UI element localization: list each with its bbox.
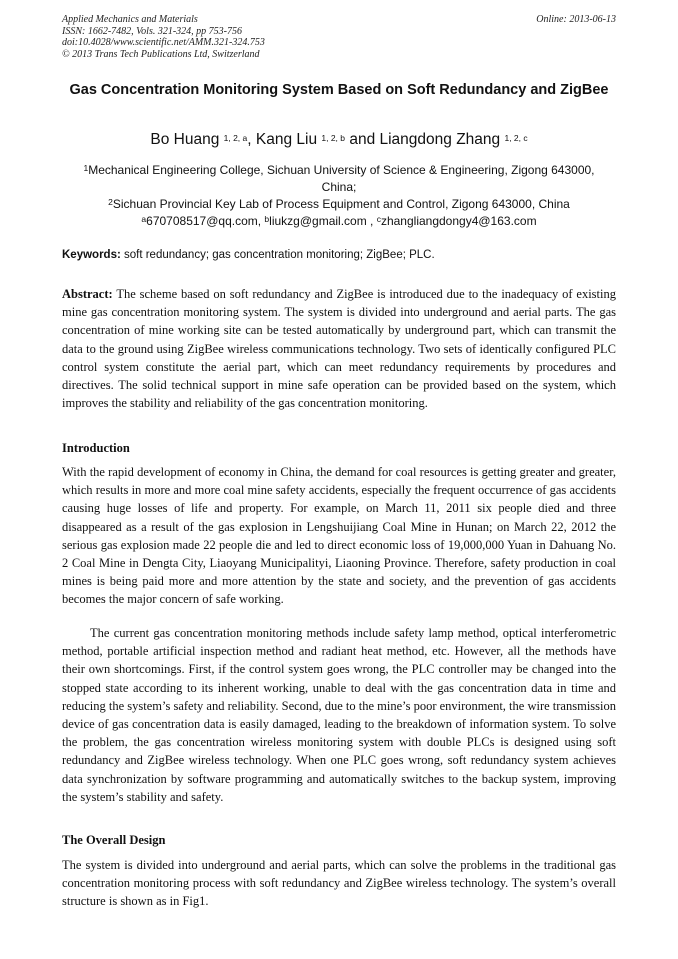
- issn-line: ISSN: 1662-7482, Vols. 321-324, pp 753-756: [62, 25, 242, 37]
- abstract-label: Abstract:: [62, 287, 113, 301]
- author-list: [62, 130, 616, 150]
- overall-design-heading: The Overall Design: [62, 833, 166, 847]
- affiliation-1-text: Mechanical Engineering College, Sichuan University of Science & Engineering, Zigong 643000,: [88, 163, 595, 177]
- author-2-affil-marker: 1, 2, b: [321, 133, 346, 143]
- affiliation-2: [62, 196, 616, 213]
- author-3-affil-marker: 1, 2, c: [504, 133, 528, 143]
- introduction-paragraph-2: The current gas concentration monitoring methods include safety lamp method, optical interferometric method, portable artificial inspection method and radiant heat method, etc. However, all the methods have their own shortcomings. First, if the control system goes wrong, the PLC controller may be changed into the stopped state according to its inherent working, unable to deal with the gas concentration data in time and reducing the system’s safety and reliability. Second, due to the mine’s poor environment, the wire transmission device of gas concentration data is easily damaged, leading to the breakdown of information system. To solve the problem, the gas concentration wireless monitoring system with double PLCs is designed using soft redundancy and ZigBee wireless technology. When one PLC goes wrong, soft redundancy system achieves data synchronization by software programming and automatically switches to the backup system, improving the system’s stability and safety.: [62, 626, 616, 804]
- journal-name: Applied Mechanics and Materials: [62, 14, 198, 25]
- affiliation-1: [62, 162, 616, 179]
- email-c-marker: c: [376, 214, 381, 224]
- author-bo-huang: Bo Huang: [150, 131, 224, 148]
- email-b: liukzg@gmail.com ,: [269, 214, 377, 228]
- author-liangdong-zhang: and Liangdong Zhang: [345, 131, 505, 148]
- author-kang-liu: , Kang Liu: [247, 131, 322, 148]
- affiliation-1-country: China;: [321, 180, 357, 194]
- keywords-label: Keywords:: [62, 249, 121, 261]
- abstract-text: The scheme based on soft redundancy and ZigBee is introduced due to the inadequacy of existing mine gas concentration monitoring system. The system is divided into underground and aerial parts. The gas concentration of mine working site can be tested automatically by underground part, which can transmit the data to the ground using ZigBee wireless communications technology. Two sets of identically configured PLC control system constitute the aerial part, which can meet redundancy requirements by procedures and directives. The solid technical support in mine safe operation can be provided based on the system, which improves the stability and reliability of the gas concentration monitoring.: [62, 287, 616, 411]
- affiliations: [62, 162, 616, 230]
- doi-line: doi:10.4028/www.scientific.net/AMM.321-324.753: [62, 37, 265, 48]
- abstract: [62, 285, 616, 412]
- email-c: zhangliangdongy4@163.com: [380, 214, 537, 228]
- affiliation-1-marker: 1: [83, 163, 89, 173]
- email-b-marker: b: [264, 214, 270, 224]
- email-a-marker: a: [141, 214, 147, 224]
- journal-info: [62, 14, 265, 60]
- keywords: [62, 247, 616, 264]
- email-a: 670708517@qq.com,: [146, 214, 265, 228]
- affiliation-2-marker: 2: [108, 197, 113, 207]
- introduction-heading: Introduction: [62, 441, 130, 455]
- affiliation-2-text: Sichuan Provincial Key Lab of Process Equipment and Control, Zigong 643000, China: [112, 197, 570, 211]
- copyright-line: © 2013 Trans Tech Publications Ltd, Switzerland: [62, 48, 260, 60]
- online-date: Online: 2013-06-13: [536, 14, 616, 25]
- author-1-affil-marker: 1, 2, a: [223, 133, 248, 143]
- keywords-text: soft redundancy; gas concentration monitoring; ZigBee; PLC.: [120, 249, 435, 261]
- introduction-paragraph-1: With the rapid development of economy in China, the demand for coal resources is getting greater and greater, which results in more and more coal mine safety accidents, especially the frequent occurrence of gas accidents causing huge losses of life and property. For example, on March 11, 2011 six people died and three disappeared as a result of the gas explosion in Lengshuijiang Coal Mine in Hunan; on March 22, 2012 the serious gas explosion made 22 people die and led to direct economic loss of 19,000,000 Yuan in Dahuang No. 2 Coal Mine in Dengta City, Liaoyang Municipalityi, Liaoning Province. Therefore, safety production in coal mines is being paid more and more attention by the state and society, and the prevention of gas accidents becomes the major concern of safe working.: [62, 465, 616, 607]
- paper-title: Gas Concentration Monitoring System Based on Soft Redundancy and ZigBee: [69, 82, 609, 98]
- email-line: [62, 213, 616, 230]
- overall-design-paragraph-1: The system is divided into underground and aerial parts, which can solve the problems in the traditional gas concentration monitoring process with soft redundancy and ZigBee wireless technology. The system’s overall structure is shown as in Fig1.: [62, 858, 616, 909]
